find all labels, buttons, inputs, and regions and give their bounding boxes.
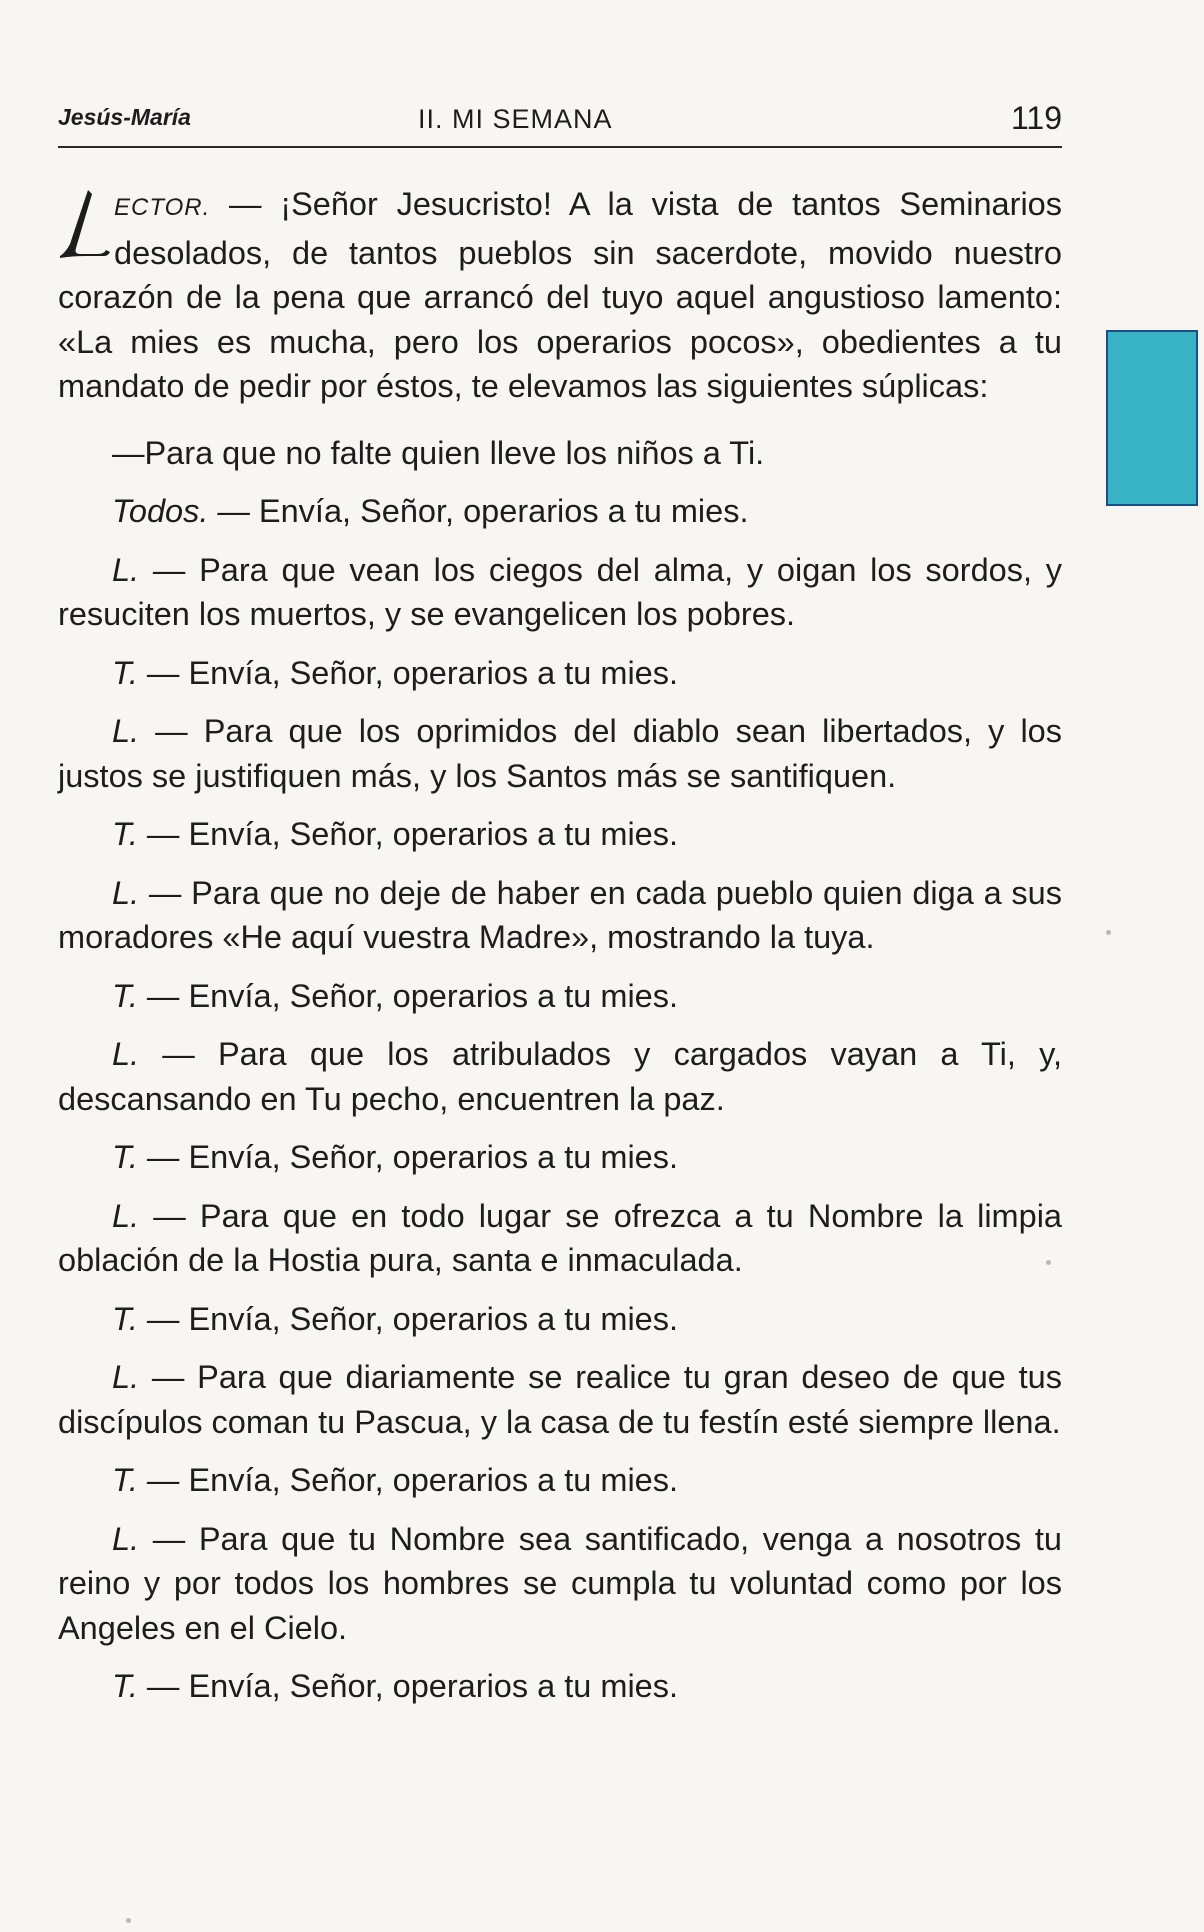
response-line: T. — Envía, Señor, operarios a tu mies. bbox=[112, 816, 679, 852]
petition-line: —Para que no falte quien lleve los niños a Ti. bbox=[112, 434, 765, 471]
petition-line: L. — Para que no deje de haber en cada pueblo quien diga a sus moradores «He aquí vuestra Madre», mostrando la tuya. bbox=[58, 874, 1062, 955]
petition-line: L. — Para que los oprimidos del diablo sean libertados, y los justos se justifiquen más, y los Santos más se santifiquen. bbox=[58, 713, 1062, 794]
page-speck bbox=[1106, 930, 1111, 935]
intro-paragraph bbox=[58, 182, 1062, 409]
drop-cap-glyph bbox=[58, 186, 110, 266]
response-line: T. — Envía, Señor, operarios a tu mies. bbox=[112, 654, 679, 691]
response-line: T. — Envía, Señor, operarios a tu mies. bbox=[112, 1300, 679, 1337]
intro-text: — ¡Señor Jesucristo! A la vista de tantos Seminarios desolados, de tantos pueblos sin sacerdote, movido nuestro corazón de la pena que arrancó del tuyo aquel angustioso lamento: «La mies es mucha, pero los operarios pocos», obedientes a tu mandato de pedir por éstos, te elevamos las siguientes súplicas: bbox=[58, 186, 1062, 404]
drop-cap bbox=[58, 186, 110, 264]
page-speck bbox=[1046, 1260, 1051, 1265]
petition-line: L. — Para que diariamente se realice tu gran deseo de que tus discípulos coman tu Pascua, y la casa de tu festín esté siempre llena. bbox=[58, 1359, 1062, 1440]
response-line: T. — Envía, Señor, operarios a tu mies. bbox=[112, 1668, 679, 1704]
petition-line: L. — Para que los atribulados y cargados vayan a Ti, y, descansando en Tu pecho, encuentren la paz. bbox=[58, 1036, 1062, 1117]
response-line: Todos. — Envía, Señor, operarios a tu mies. bbox=[112, 493, 749, 529]
petition-line: L. — Para que tu Nombre sea santificado, venga a nosotros tu reino y por todos los hombres se cumpla tu voluntad como por los Angeles en el Cielo. bbox=[58, 1520, 1062, 1646]
response-line: T. — Envía, Señor, operarios a tu mies. bbox=[112, 977, 679, 1014]
response-line: T. — Envía, Señor, operarios a tu mies. bbox=[112, 1139, 679, 1175]
header-left: Jesús-María bbox=[58, 104, 191, 130]
header-center: II. MI SEMANA bbox=[418, 104, 613, 134]
response-line: T. — Envía, Señor, operarios a tu mies. bbox=[112, 1462, 679, 1498]
page-number: 119 bbox=[1010, 100, 1062, 136]
book-page bbox=[58, 98, 1062, 1709]
intro-speaker: ECTOR. bbox=[114, 194, 211, 221]
page-body bbox=[58, 182, 1062, 1709]
page-speck bbox=[126, 1918, 131, 1923]
side-tab-marker bbox=[1106, 330, 1198, 506]
petition-line: L. — Para que en todo lugar se ofrezca a tu Nombre la limpia oblación de la Hostia pura, santa e inmaculada. bbox=[58, 1197, 1062, 1278]
petition-line: L. — Para que vean los ciegos del alma, y oigan los sordos, y resuciten los muertos, y se evangelicen los pobres. bbox=[58, 551, 1062, 632]
running-header bbox=[58, 98, 1062, 148]
